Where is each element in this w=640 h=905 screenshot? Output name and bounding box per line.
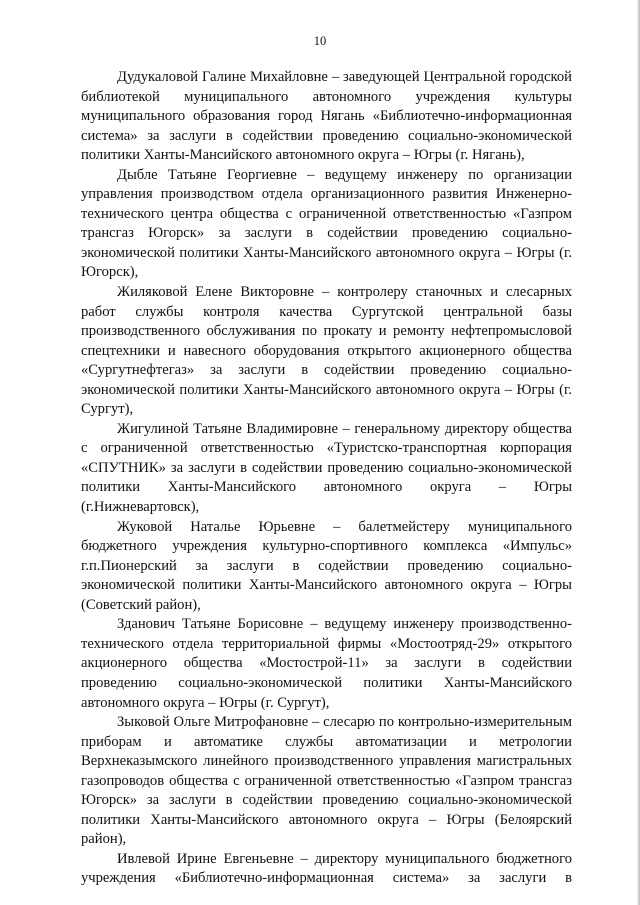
award-paragraph-zhilyakova: Жиляковой Елене Викторовне – контролеру станочных и слесарных работ службы контроля качества Сургутской центральной базы производственного обслуживания по прокату и ремонту нефтепромысловой спецтехники и навесного оборудования открытого акционерного общества «Сургутнефтегаз» за заслуги в содействии проведению социально-экономической политики Ханты-Мансийского автономного округа – Югры (г. Сургут), — [81, 284, 572, 418]
document-body — [81, 68, 572, 889]
award-paragraph-dudukalova: Дудукаловой Галине Михайловне – заведующей Центральной городской библиотекой муниципального автономного учреждения культуры муниципального образования город Нягань «Библиотечно-информационная система» за заслуги в содействии проведению социально-экономической политики Ханты-Мансийского автономного округа – Югры (г. Нягань), — [81, 69, 572, 164]
award-paragraph-zhukova: Жуковой Наталье Юрьевне – балетмейстеру муниципального бюджетного учреждения культурно-спортивного комплекса «Импульс» г.п.Пионерский за заслуги в содействии проведению социально-экономической политики Ханты-Мансийского автономного округа – Югры (Советский район), — [81, 518, 572, 613]
award-paragraph-zykova: Зыковой Ольге Митрофановне – слесарю по контрольно-измерительным приборам и автоматике службы автоматизации и метрологии Верхнеказымского линейного производственного управления магистральных газопроводов общества с ограниченной ответственностью «Газпром трансгаз Югорск» за заслуги в содействии проведению социально-экономической политики Ханты-Мансийского автономного округа – Югры (Белоярский район), — [81, 714, 572, 848]
award-paragraph-zhigulina: Жигулиной Татьяне Владимировне – генеральному директору общества с ограниченной ответственностью «Туристско-транспортная корпорация «СПУТНИК» за заслуги в содействии проведению социально-экономической политики Ханты-Мансийского автономного округа – Югры (г.Нижневартовск), — [81, 420, 572, 516]
award-paragraph-zdanovich: Зданович Татьяне Борисовне – ведущему инженеру производственно-технического отдела территориальной фирмы «Мостоотряд-29» открытого акционерного общества «Мостострой-11» за заслуги в содействии проведению социально-экономической политики Ханты-Мансийского автономного округа – Югры (г. Сургут), — [81, 616, 572, 711]
award-paragraph-ivleva: Ивлевой Ирине Евгеньевне – директору муниципального бюджетного учреждения «Библиотечно-информационная система» за заслуги в — [81, 850, 572, 887]
award-paragraph-dyble: Дыбле Татьяне Георгиевне – ведущему инженеру по организации управления производством отдела организационного развития Инженерно-технического центра общества с ограниченной ответственностью «Газпром трансгаз Югорск» за заслуги в содействии проведению социально-экономической политики Ханты-Мансийского автономного округа – Югры (г. Югорск), — [81, 166, 572, 281]
page-number: 10 — [313, 34, 327, 48]
